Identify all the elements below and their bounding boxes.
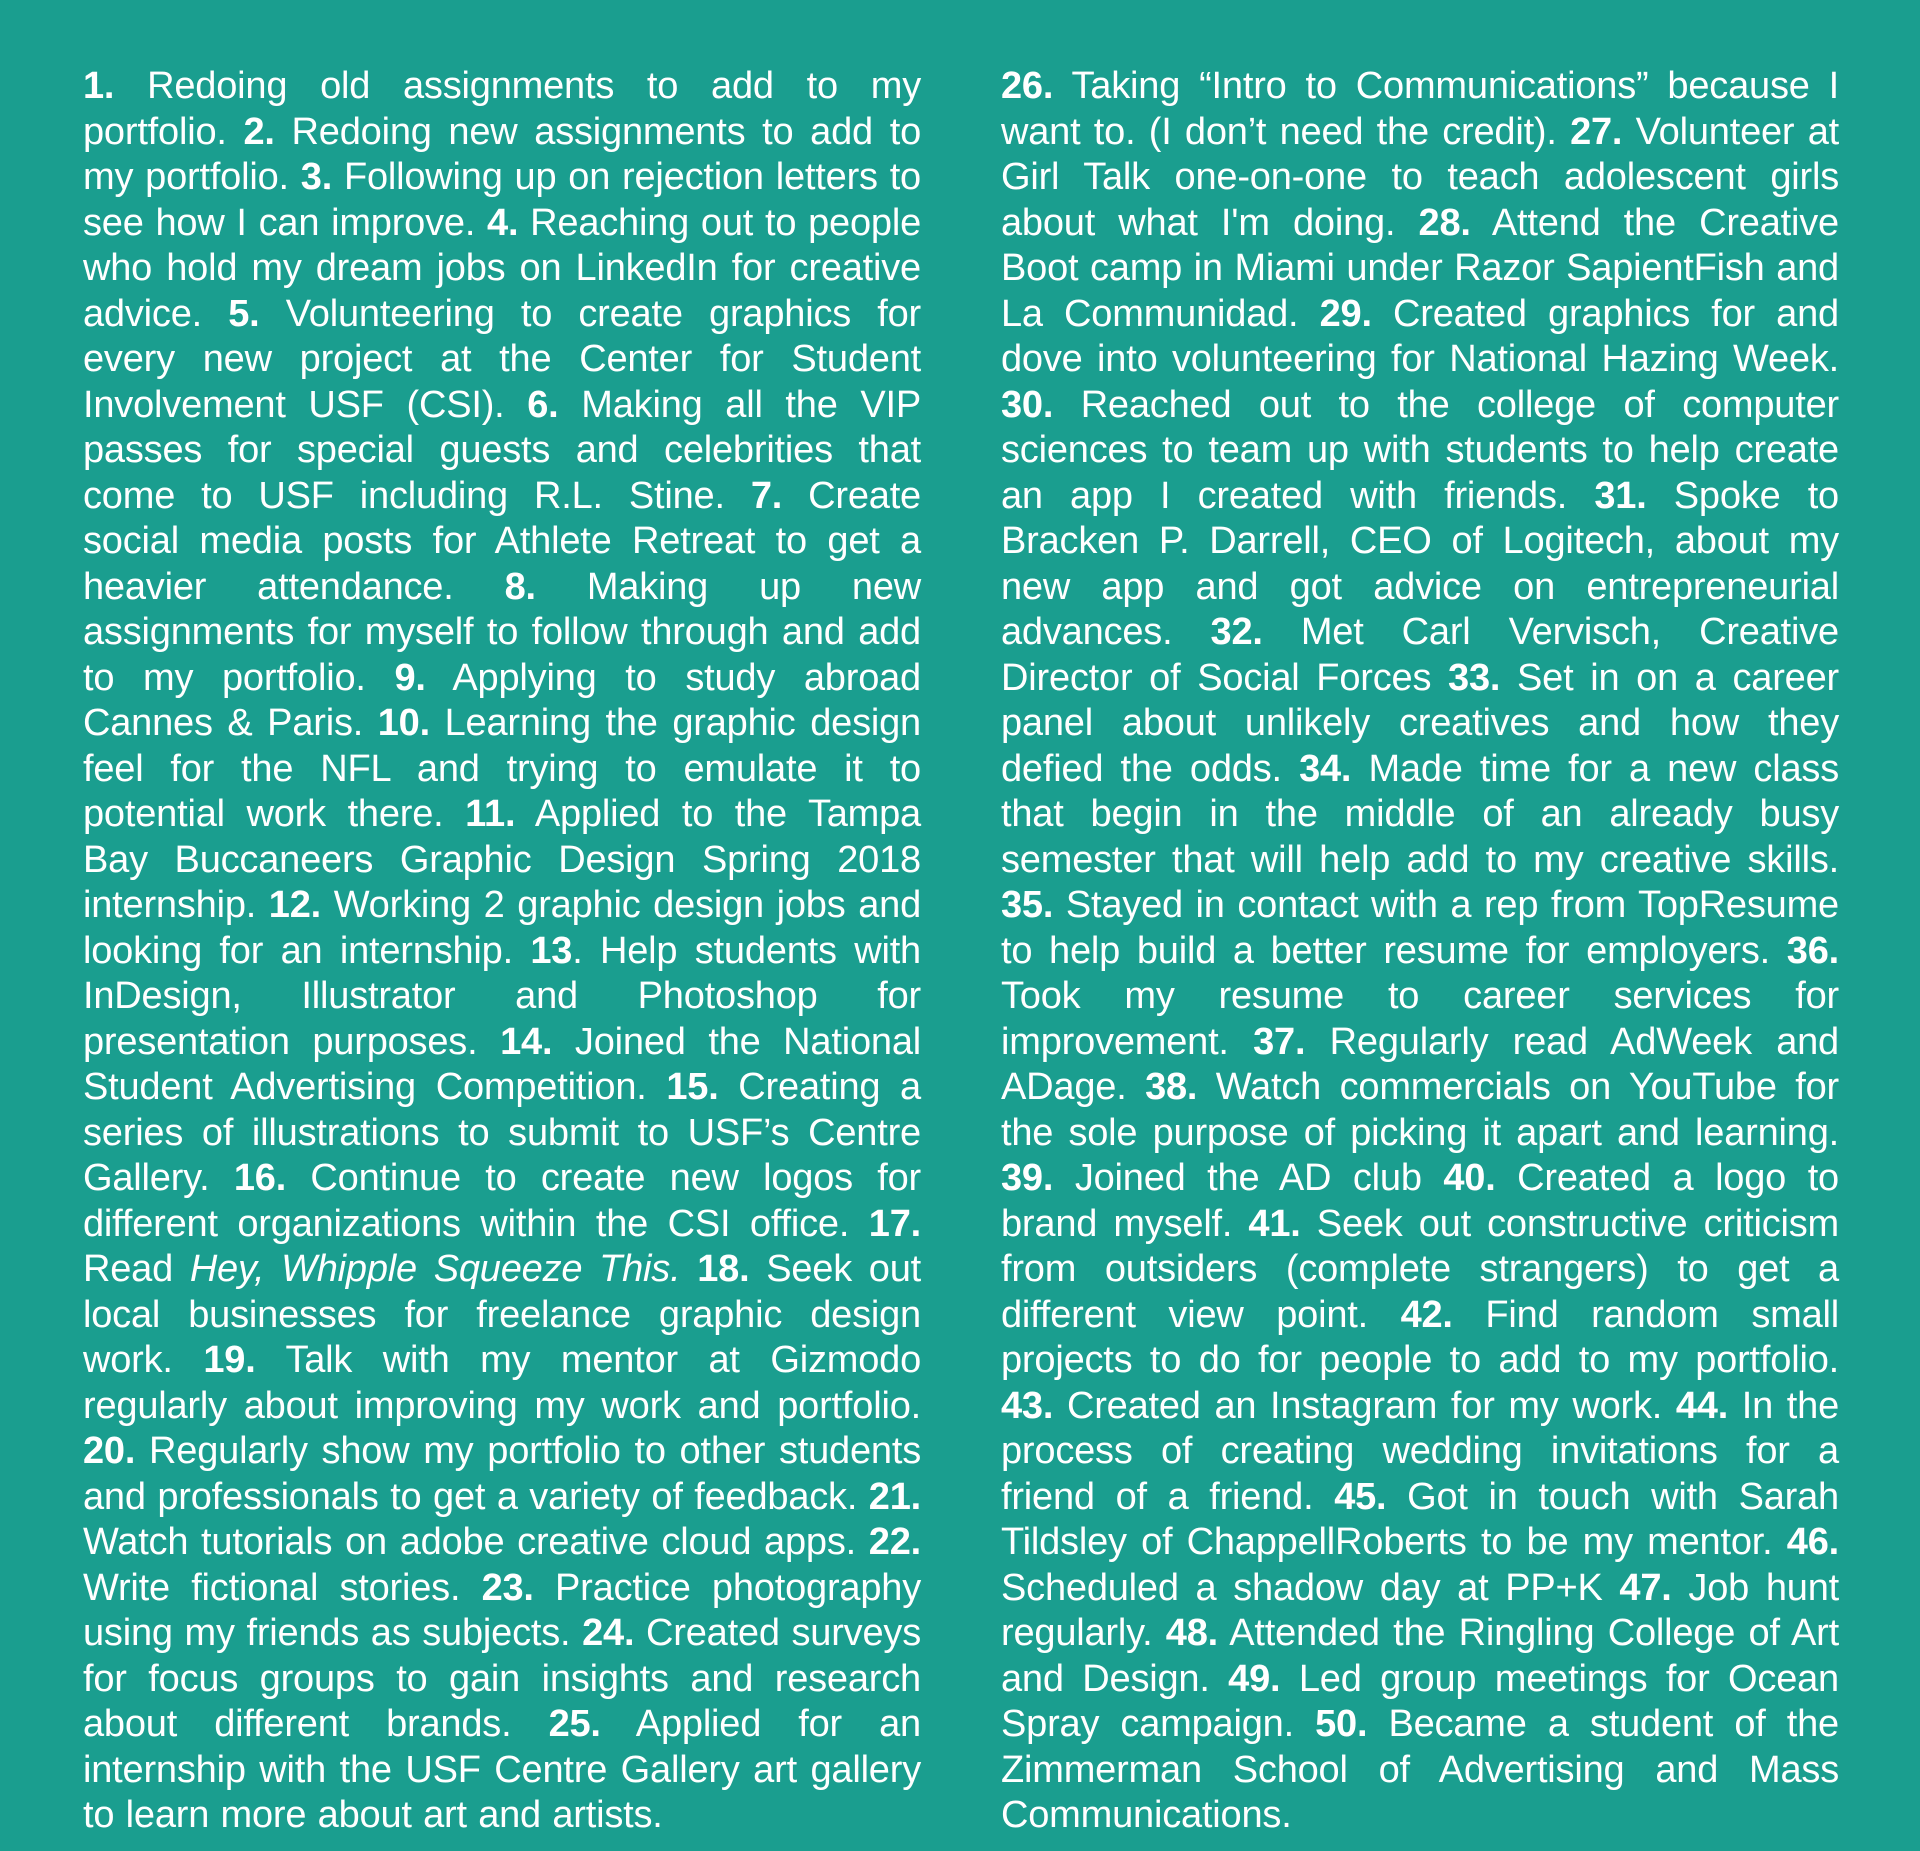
- item-text: Created surveys for focus groups to gain insights and research about different brands.: [83, 1612, 921, 1745]
- item-number: 3.: [300, 156, 333, 198]
- item-number: 9.: [394, 656, 426, 699]
- item-text: Create social media posts for Athlete Retreat to get a heavier attendance.: [83, 474, 921, 608]
- item-number: 25.: [548, 1703, 601, 1745]
- item-number: 50.: [1315, 1703, 1368, 1745]
- item-text: Redoing new assignments to add to my portfolio.: [83, 110, 922, 198]
- item-number: 20.: [83, 1430, 136, 1472]
- item-number: 49.: [1228, 1657, 1281, 1700]
- item-text: Joined the AD club: [1053, 1157, 1444, 1199]
- item-number: 11.: [465, 793, 516, 835]
- item-text: Took my resume to career services for improvement.: [1001, 975, 1839, 1063]
- item-text: Reaching out to people who hold my dream jobs on LinkedIn for creative advice.: [83, 201, 922, 335]
- item-text: Led group meetings for Ocean Spray campaign.: [1001, 1657, 1839, 1745]
- item-number: 21.: [868, 1475, 921, 1518]
- item-text: Created graphics for and dove into volunteering for National Hazing Week.: [1001, 292, 1839, 380]
- item-number: 26.: [1001, 65, 1054, 107]
- item-text: Created an Instagram for my work.: [1053, 1384, 1676, 1427]
- item-text: In the process of creating wedding invitations for a friend of a friend.: [1001, 1384, 1840, 1518]
- item-number: 22.: [868, 1521, 921, 1563]
- item-text: Learning the graphic design feel for the NFL and trying to emulate it to potential work there.: [83, 702, 921, 835]
- item-text: . Help students with InDesign, Illustrator and Photoshop for presentation purposes.: [83, 929, 921, 1063]
- item-number: 2.: [243, 110, 275, 153]
- item-number: 34.: [1299, 747, 1352, 790]
- item-number: 24.: [582, 1612, 635, 1654]
- item-text: Scheduled a shadow day at PP+K: [1001, 1566, 1620, 1609]
- item-text-after: [680, 1248, 697, 1290]
- item-number: 4.: [487, 201, 519, 244]
- item-number: 28.: [1418, 201, 1471, 244]
- item-19: [83, 1339, 921, 1427]
- item-text: Applied for an internship with the USF Centre Gallery art gallery to learn more about art and artists.: [83, 1703, 921, 1836]
- item-number: 15.: [666, 1066, 719, 1108]
- item-number: 42.: [1400, 1293, 1453, 1336]
- item-number: 46.: [1786, 1521, 1839, 1563]
- item-number: 14.: [500, 1020, 553, 1063]
- item-text: Working 2 graphic design jobs and looking for an internship.: [83, 884, 921, 972]
- item-text: Attended the Ringling College of Art and Design.: [1001, 1612, 1839, 1700]
- item-text: Job hunt regularly.: [1001, 1566, 1839, 1654]
- item-number: 17.: [868, 1202, 921, 1245]
- item-text: Making all the VIP passes for special guests and celebrities that come to USF including R.L. Stine.: [83, 383, 921, 517]
- item-text: Making up new assignments for myself to follow through and add to my portfolio.: [83, 565, 921, 699]
- item-text: Watch commercials on YouTube for the sole purpose of picking it apart and learning.: [1001, 1066, 1839, 1154]
- item-text: Redoing old assignments to add to my portfolio.: [83, 65, 921, 153]
- item-text: Seek out local businesses for freelance graphic design work.: [83, 1248, 922, 1381]
- item-text: Got in touch with Sarah Tildsley of ChappellRoberts to be my mentor.: [1001, 1475, 1839, 1563]
- item-number: 48.: [1165, 1612, 1219, 1654]
- item-number: 44.: [1675, 1384, 1729, 1427]
- item-number: 39.: [1001, 1157, 1054, 1199]
- item-text: Practice photography using my friends as subjects.: [83, 1566, 921, 1654]
- item-number: 27.: [1570, 110, 1623, 153]
- item-text: Regularly show my portfolio to other students and professionals to get a variety of feedback.: [83, 1430, 921, 1518]
- item-number: 13: [530, 929, 573, 972]
- item-number: 1.: [83, 65, 115, 107]
- item-number: 7.: [750, 474, 783, 517]
- item-text: Seek out constructive criticism from outsiders (complete strangers) to get a different view point.: [1001, 1202, 1839, 1336]
- right-column: [1001, 64, 1839, 1839]
- item-text: Became a student of the Zimmerman School of Advertising and Mass Communications.: [1001, 1703, 1839, 1836]
- item-text: Continue to create new logos for different organizations within the CSI office.: [83, 1157, 922, 1245]
- item-text: Spoke to Bracken P. Darrell, CEO of Logitech, about my new app and got advice on entrepreneurial advances.: [1001, 474, 1839, 653]
- item-number: 18.: [697, 1248, 750, 1290]
- item-number: 45.: [1334, 1475, 1387, 1518]
- item-text: Set in on a career panel about unlikely creatives and how they defied the odds.: [1001, 656, 1840, 790]
- item-number: 36.: [1786, 929, 1839, 972]
- item-number: 47.: [1619, 1566, 1672, 1609]
- item-number: 29.: [1319, 292, 1372, 335]
- item-text: Attend the Creative Boot camp in Miami under Razor SapientFish and La Communidad.: [1001, 201, 1839, 335]
- item-text: Regularly read AdWeek and ADage.: [1001, 1020, 1839, 1108]
- item-number: 35.: [1001, 884, 1054, 926]
- item-text: Find random small projects to do for people to add to my portfolio.: [1001, 1293, 1839, 1381]
- item-text: Volunteering to create graphics for every new project at the Center for Student Involvement USF (CSI).: [83, 292, 922, 426]
- item-text: Following up on rejection letters to see how I can improve.: [83, 156, 921, 244]
- item-20: [83, 1430, 921, 1518]
- item-text: Talk with my mentor at Gizmodo regularly about improving my work and portfolio.: [83, 1339, 921, 1427]
- left-column: [83, 64, 921, 1839]
- item-39: [1001, 1157, 1443, 1199]
- item-number: 38.: [1145, 1066, 1198, 1108]
- item-number: 19.: [203, 1339, 256, 1381]
- item-text: Volunteer at Girl Talk one-on-one to teach adolescent girls about what I'm doing.: [1001, 110, 1839, 244]
- item-number: 32.: [1210, 611, 1263, 653]
- item-text: Applied to the Tampa Bay Buccaneers Graphic Design Spring 2018 internship.: [83, 793, 921, 926]
- item-number: 37.: [1253, 1020, 1306, 1063]
- item-number: 16.: [233, 1157, 287, 1199]
- item-text: Met Carl Vervisch, Creative Director of Social Forces: [1001, 611, 1839, 699]
- item-text: Stayed in contact with a rep from TopResume to help build a better resume for employers.: [1001, 884, 1839, 972]
- item-text: Joined the National Student Advertising Competition.: [83, 1020, 921, 1108]
- item-text: Reached out to the college of computer sciences to team up with students to help create an app I created with friends.: [1001, 383, 1839, 517]
- item-number: 43.: [1001, 1384, 1054, 1427]
- item-number: 5.: [228, 292, 260, 335]
- item-number: 23.: [481, 1566, 534, 1609]
- item-43: [1001, 1385, 1676, 1427]
- item-number: 30.: [1001, 383, 1054, 426]
- item-number: 31.: [1594, 474, 1647, 517]
- item-text: Write fictional stories.: [83, 1566, 482, 1609]
- item-number: 8.: [504, 565, 536, 608]
- item-number: 40.: [1443, 1157, 1496, 1199]
- item-text: Taking “Intro to Communications” because I want to. (I don’t need the credit).: [1001, 65, 1839, 153]
- item-text: Read: [83, 1248, 190, 1290]
- item-text: Watch tutorials on adobe creative cloud apps.: [83, 1521, 869, 1563]
- item-number: 12.: [268, 884, 322, 926]
- item-text: Created a logo to brand myself.: [1001, 1157, 1839, 1245]
- item-text: Applying to study abroad Cannes & Paris.: [83, 656, 921, 744]
- item-number: 41.: [1248, 1202, 1301, 1245]
- item-number: 33.: [1448, 656, 1501, 699]
- item-text: Made time for a new class that begin in the middle of an already busy semester that will help add to my creative skills.: [1001, 747, 1839, 881]
- item-number: 6.: [527, 383, 559, 426]
- item-number: 10.: [377, 702, 430, 744]
- book-title: Hey, Whipple Squeeze This.: [189, 1248, 681, 1290]
- item-35: [1001, 884, 1839, 972]
- item-text: Creating a series of illustrations to submit to USF’s Centre Gallery.: [83, 1066, 921, 1199]
